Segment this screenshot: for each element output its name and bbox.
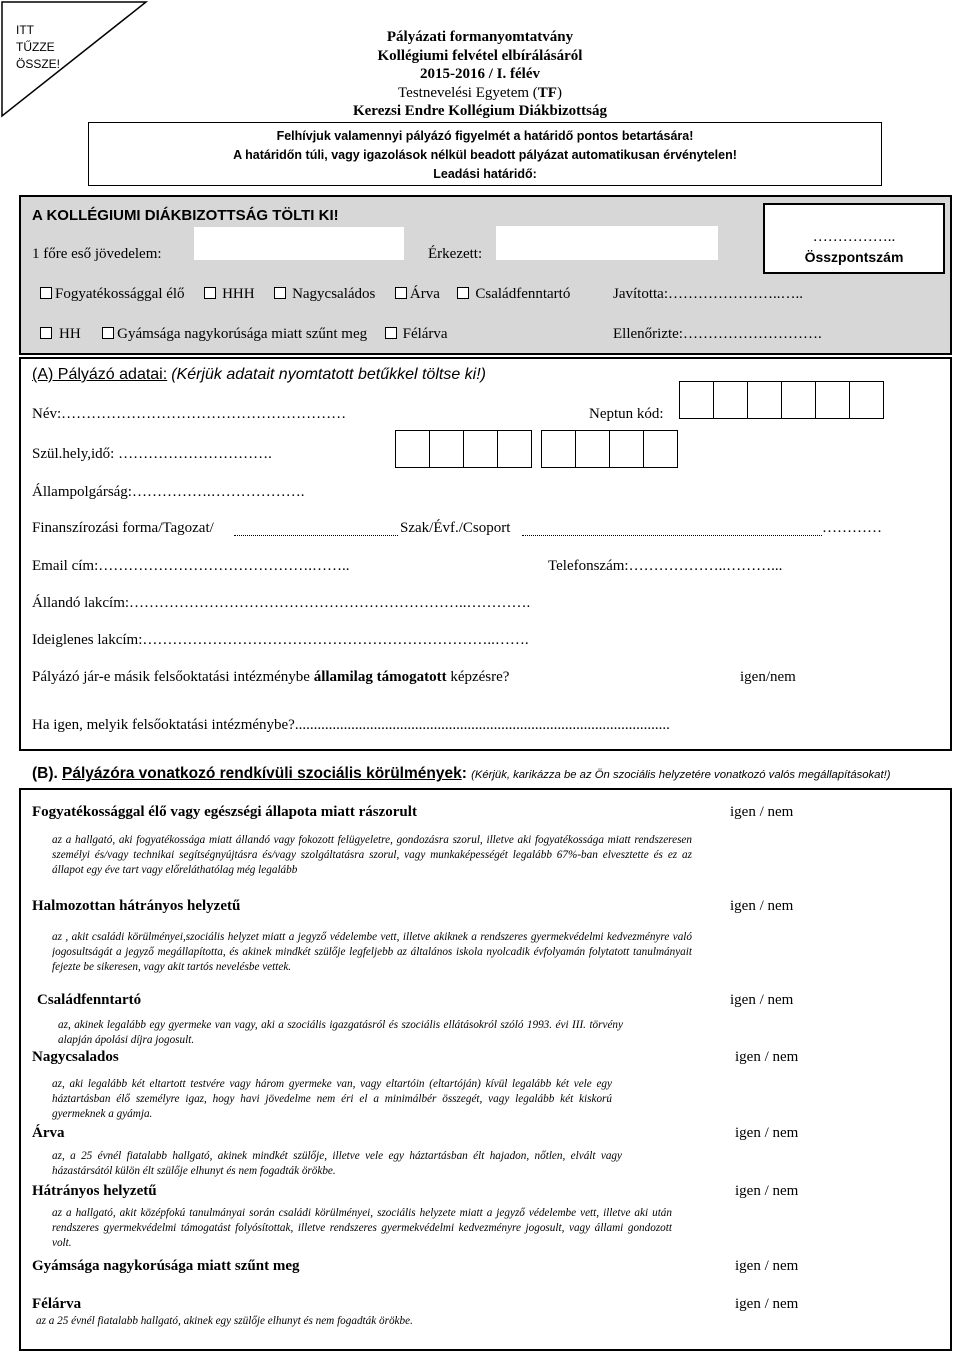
checkbox-half-orphan-label: Félárva (402, 326, 448, 342)
checkbox-orphan-label: Árva (409, 286, 440, 302)
section-b-title: Pályázóra vonatkozó rendkívüli szociális körülmények (62, 765, 462, 782)
major-label: Szak/Évf./Csoport (400, 520, 511, 536)
neptun-cell-6[interactable] (849, 381, 884, 419)
condition-answer-4[interactable]: igen / nem (735, 1049, 799, 1065)
checkbox-large-family[interactable] (274, 287, 286, 299)
condition-answer-3[interactable]: igen / nem (730, 992, 794, 1008)
section-b-header (32, 765, 891, 783)
birth-cell-4[interactable] (497, 430, 532, 468)
arrived-label: Érkezett: (428, 246, 483, 262)
checkbox-breadwinner-label: Családfenntartó (475, 286, 571, 302)
header (0, 28, 960, 121)
notice-line2: A határidőn túli, vagy igazolások nélkül beadott pályázat automatikusan érvénytelen! (233, 148, 737, 162)
condition-description-8: az a 25 évnél fiatalabb hallgató, akinek egy szülője elhunyt és nem fogadták örökbe. (36, 1315, 413, 1327)
checkbox-large-family-label: Nagycsaládos (292, 286, 376, 302)
neptun-cell-3[interactable] (747, 381, 782, 419)
university-pre: Testnevelési Egyetem ( (398, 84, 538, 101)
section-b-hint: (Kérjük, karikázza be az Ön szociális helyzetére vonatkozó valós megállapításokat!) (471, 769, 891, 781)
condition-answer-6[interactable]: igen / nem (735, 1183, 799, 1199)
email-field[interactable]: Email cím:…………………………………….…….. (32, 558, 350, 574)
neptun-cell-2[interactable] (713, 381, 748, 419)
condition-description-4: az, aki legalább két eltartott testvére vagy három gyermeke van, vagy eltartóin (eltartóján) kívül legalább két vele egy háztartásban élő személyre igaz, hogy havi jövedelme nem éri el a minimálbér összegét, vagy legalább két kiskorú gyermeknek a gyámja. (52, 1078, 612, 1120)
header-title: Pályázati formanyomtatvány (386, 29, 574, 45)
checkbox-breadwinner[interactable] (457, 287, 469, 299)
checkbox-row-2 (40, 326, 448, 343)
checkbox-guardianship[interactable] (102, 327, 114, 339)
header-term: 2015-2016 / I. félév (420, 66, 540, 82)
condition-answer-7[interactable]: igen / nem (735, 1258, 799, 1274)
condition-title-7: Gyámsága nagykorúsága miatt szűnt meg (32, 1258, 300, 1274)
condition-description-5: az, a 25 évnél fiatalabb hallgató, akinek mindkét szülője, illetve vele egy háztartásban élt hajadon, nőtlen, elvált vagy házastársától külön élt szülője elhunyt és nem fogadták örökbe. (52, 1150, 622, 1177)
condition-title-2: Halmozottan hátrányos helyzetű (32, 898, 241, 914)
neptun-cell-5[interactable] (815, 381, 850, 419)
condition-description-6: az a hallgató, akit középfokú tanulmányai során családi körülményei, szociális helyzete miatt a jegyző védelembe vett, illetve aki után rendszeres gyermekvédelmi támogatást folyósítottak, illetve rendszeres gyermekvédelmi kedvezményre jogosult, vagy állami gondozott volt. (52, 1207, 672, 1249)
condition-title-4: Nagycsalados (32, 1049, 119, 1065)
score-box (763, 203, 945, 274)
header-subtitle: Kollégiumi felvétel elbírálásáról (377, 47, 583, 64)
checked-label: Ellenőrizte:………………………. (613, 326, 822, 342)
income-label: 1 főre eső jövedelem: (32, 246, 162, 262)
checkbox-half-orphan[interactable] (385, 327, 397, 339)
section-b-colon: : (461, 765, 467, 782)
header-committee: Kerezsi Endre Kollégium Diákbizottság (352, 103, 608, 119)
section-b-prefix: (B). (32, 765, 58, 782)
temporary-address-field[interactable]: Ideiglenes lakcím:……………………………………………………………..……. (32, 632, 529, 648)
checkbox-hh-label: HH (59, 326, 81, 342)
which-institution-field[interactable]: Ha igen, melyik felsőoktatási intézménybe?.................................................................................................... (32, 717, 670, 733)
corner-line2: TŰZZE (16, 40, 55, 54)
condition-answer-5[interactable]: igen / nem (735, 1125, 799, 1141)
score-label: Összpontszám (804, 249, 904, 265)
notice-line3: Leadási határidő: (433, 167, 537, 181)
checkbox-orphan[interactable] (395, 287, 407, 299)
other-institution-question (32, 669, 509, 686)
finance-label: Finanszírozási forma/Tagozat/ (32, 520, 214, 536)
university-post: ) (556, 84, 562, 101)
corner-line1: ITT (16, 23, 34, 37)
condition-title-3: Családfenntartó (37, 992, 142, 1008)
permanent-address-field[interactable]: Állandó lakcím:…………………………………………………………..…………. (32, 595, 531, 611)
checkbox-disabled-label: Fogyatékossággal élő (55, 286, 185, 302)
notice-line1: Felhívjuk valamennyi pályázó figyelmét a határidő pontos betartására! (276, 129, 694, 143)
checkbox-hhh-label: HHH (222, 286, 255, 302)
section-a-title: (A) Pályázó adatai: (32, 366, 168, 383)
name-field[interactable]: Név:………………………………………………… (32, 406, 347, 422)
birth-cell-6[interactable] (575, 430, 610, 468)
condition-description-1: az a hallgató, aki fogyatékossága miatt állandó vagy fokozott felügyeletre, gondozásra szorul, illetve aki fogyatékossága miatt rendszeresen személyi és/vagy technikai segítségnyújtásra és/vagy szolgáltatásra szorul, vagy munkaképességét legalább 67%-ban elvesztette és ez az állapot egy éve tart vagy előreláthatólag még legalább (52, 834, 692, 876)
other-inst-post: képzésre? (446, 669, 510, 685)
section-a-title-row (32, 366, 486, 384)
checkbox-hhh[interactable] (204, 287, 216, 299)
birth-cell-8[interactable] (643, 430, 678, 468)
notice-box (88, 122, 882, 186)
condition-title-6: Hátrányos helyzetű (32, 1183, 157, 1199)
section-a-hint: (Kérjük adatait nyomtatott betűkkel töltse ki!) (171, 366, 486, 383)
birth-cell-7[interactable] (609, 430, 644, 468)
income-input[interactable] (194, 227, 404, 260)
birth-field[interactable]: Szül.hely,idő: …………………………. (32, 446, 272, 462)
arrived-input[interactable] (496, 226, 718, 260)
other-inst-bold: államilag támogatott (313, 669, 447, 685)
corrected-label: Javította:…………………..….. (613, 286, 803, 302)
finance-input[interactable] (234, 535, 398, 536)
checkbox-disabled[interactable] (40, 287, 52, 299)
birth-cell-3[interactable] (463, 430, 498, 468)
phone-field[interactable]: Telefonszám:………………..………... (548, 558, 783, 574)
condition-answer-8[interactable]: igen / nem (735, 1296, 799, 1312)
condition-title-1: Fogyatékossággal élő vagy egészségi állapota miatt rászorult (32, 804, 417, 820)
major-input[interactable] (522, 535, 822, 536)
birth-cell-5[interactable] (541, 430, 576, 468)
condition-answer-2[interactable]: igen / nem (730, 898, 794, 914)
university-abbr: TF (537, 84, 557, 101)
header-university (0, 84, 960, 103)
condition-answer-1[interactable]: igen / nem (730, 804, 794, 820)
checkbox-row-1 (40, 286, 570, 303)
checkbox-guardianship-label: Gyámsága nagykorúsága miatt szűnt meg (117, 326, 368, 342)
condition-description-2: az , akit családi körülményei,szociális helyzet miatt a jegyző védelembe vett, illetve akiknek a rendszeres gyermekvédelmi kedvezményre való jogosultságát a jegyző megállapította, és akinek mindkét szülője legfeljebb az általános iskola nyolcadik évfolyamán folytatott tanulmányait fejezte be sikeresen, vagy akit tartós nevelésbe vettek. (52, 931, 692, 973)
condition-description-3: az, akinek legalább egy gyermeke van vagy, aki a szociális igazgatásról és szociális ellátásokról szóló 1993. évi III. törvény alapján ápolási díjra jogosult. (58, 1019, 623, 1046)
condition-title-8: Félárva (32, 1296, 82, 1312)
birth-cell-2[interactable] (429, 430, 464, 468)
birth-cell-1[interactable] (395, 430, 430, 468)
score-dots: …………….. (812, 229, 896, 245)
checkbox-hh[interactable] (40, 327, 52, 339)
other-institution-answer[interactable]: igen/nem (740, 669, 796, 685)
other-inst-pre: Pályázó jár-e másik felsőoktatási intézménybe (32, 669, 314, 685)
major-dots: ………… (822, 520, 882, 536)
citizenship-field[interactable]: Állampolgárság:…………….………………. (32, 484, 305, 500)
corner-line3: ÖSSZE! (16, 57, 61, 71)
committee-title: A KOLLÉGIUMI DIÁKBIZOTTSÁG TÖLTI KI! (32, 207, 339, 224)
neptun-cell-4[interactable] (781, 381, 816, 419)
neptun-cell-1[interactable] (679, 381, 714, 419)
condition-title-5: Árva (32, 1125, 65, 1141)
neptun-label: Neptun kód: (589, 406, 664, 422)
